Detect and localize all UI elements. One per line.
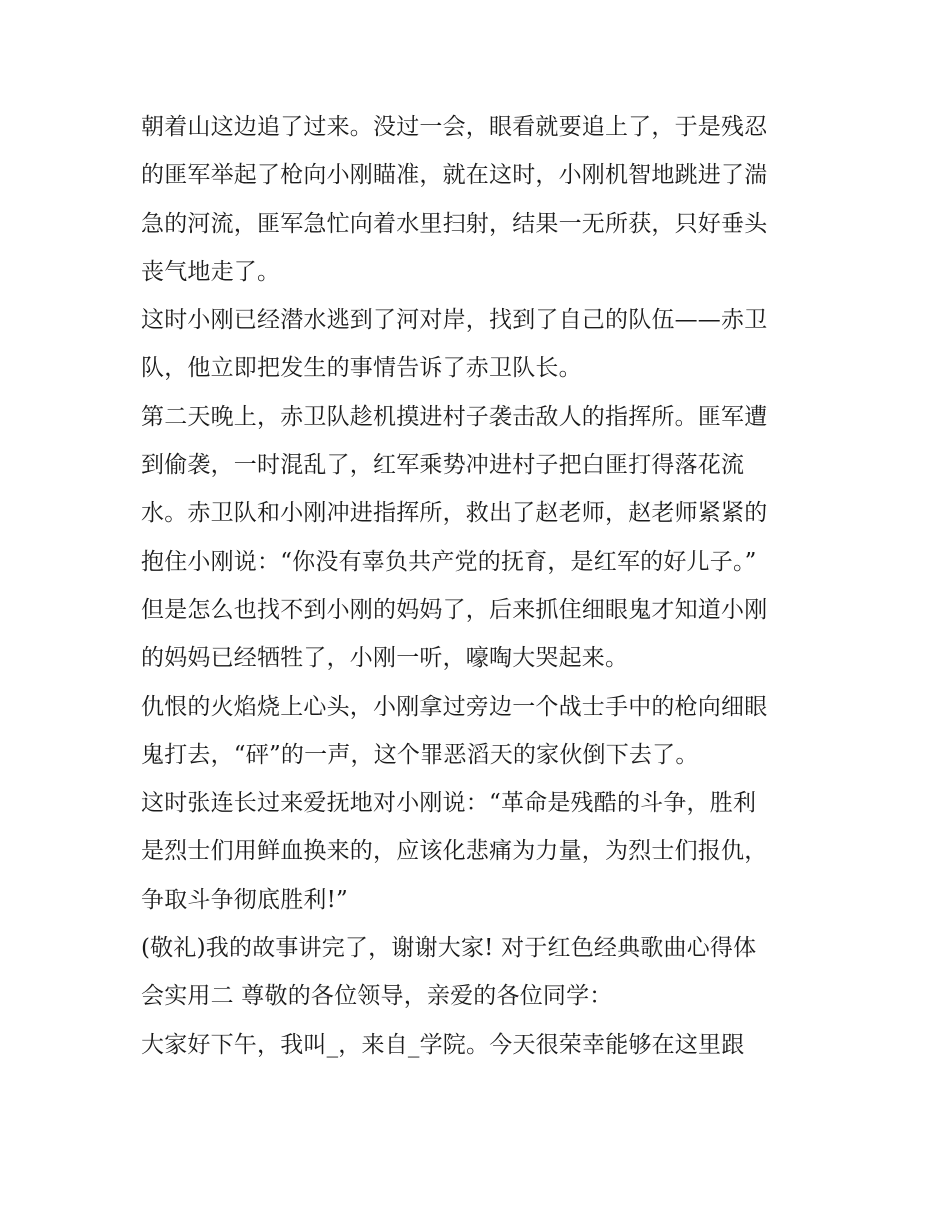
- text-line: 抱住小刚说：“你没有辜负共产党的抚育，是红军的好儿子。”: [141, 548, 757, 575]
- text-line: 仇恨的火焰烧上心头，小刚拿过旁边一个战士手中的枪向细眼: [141, 693, 768, 720]
- text-line: 到偷袭，一时混乱了，红军乘势冲进村子把白匪打得落花流: [141, 452, 745, 479]
- text-line: 是烈士们用鲜血换来的，应该化悲痛为力量，为烈士们报仇，: [141, 838, 768, 865]
- text-line: 这时小刚已经潜水逃到了河对岸，找到了自己的队伍——赤卫: [141, 307, 768, 334]
- text-line: 这时张连长过来爱抚地对小刚说：“革命是残酷的斗争，胜利: [141, 790, 757, 817]
- text-line: 水。赤卫队和小刚冲进指挥所，救出了赵老师，赵老师紧紧的: [141, 500, 768, 527]
- text-line: (敬礼)我的故事讲完了，谢谢大家! 对于红色经典歌曲心得体: [141, 935, 757, 962]
- text-line: 的匪军举起了枪向小刚瞄准，就在这时，小刚机智地跳进了湍: [141, 162, 768, 189]
- text-line: 丧气地走了。: [141, 258, 281, 285]
- text-line: 但是怎么也找不到小刚的妈妈了，后来抓住细眼鬼才知道小刚: [141, 596, 768, 623]
- text-line: 鬼打去，“砰”的一声，这个罪恶滔天的家伙倒下去了。: [141, 741, 699, 768]
- text-line: 争取斗争彻底胜利!”: [141, 886, 349, 913]
- text-line: 大家好下午，我叫_，来自_学院。今天很荣幸能够在这里跟: [141, 1031, 745, 1058]
- text-line: 的妈妈已经牺牲了，小刚一听，嚎啕大哭起来。: [141, 645, 629, 672]
- text-line: 朝着山这边追了过来。没过一会，眼看就要追上了，于是残忍: [141, 114, 768, 140]
- text-line: 队，他立即把发生的事情告诉了赤卫队长。: [141, 355, 582, 382]
- text-line: 第二天晚上，赤卫队趁机摸进村子袭击敌人的指挥所。匪军遭: [141, 403, 768, 430]
- text-line: 急的河流，匪军急忙向着水里扫射，结果一无所获，只好垂头: [141, 210, 768, 237]
- body-text: [141, 103, 821, 1069]
- text-line: 会实用二 尊敬的各位领导，亲爱的各位同学：: [141, 983, 613, 1010]
